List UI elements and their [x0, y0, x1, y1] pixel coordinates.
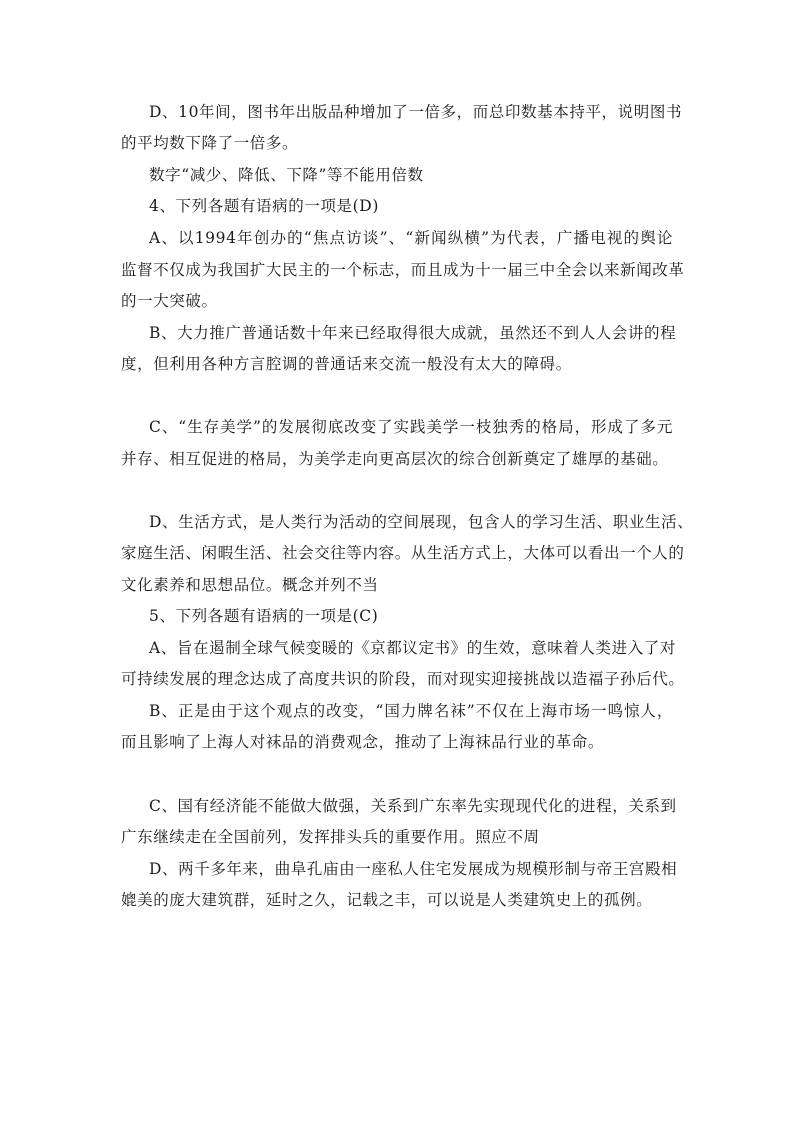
- question-5-heading: 5、下列各题有语病的一项是(C): [149, 607, 379, 625]
- text-line-option-d-q3-cont: 的平均数下降了一倍多。: [121, 134, 299, 152]
- text-line-option-d-q5-cont: 媲美的庞大建筑群，延时之久，记载之丰，可以说是人类建筑史上的孤例。: [121, 891, 653, 909]
- text-line-option-a-q4-cont-1: 监督不仅成为我国扩大民主的一个标志，而且成为十一届三中全会以来新闻改革: [121, 261, 685, 279]
- text-line-option-a-q5-cont: 可持续发展的理念达成了高度共识的阶段，而对现实迎接挑战以造福子孙后代。: [121, 670, 685, 688]
- text-line-option-a-q5: A、旨在遏制全球气候变暖的《京都议定书》的生效，意味着人类进入了对: [149, 639, 676, 657]
- text-line-option-b-q4: B、大力推广普通话数十年来已经取得很大成就，虽然还不到人人会讲的程: [149, 324, 677, 342]
- text-line-option-b-q5-cont: 而且影响了上海人对袜品的消费观念，推动了上海袜品行业的革命。: [121, 733, 605, 751]
- text-line-option-d-q4-cont-1: 家庭生活、闲暇生活、社会交往等内容。从生活方式上，大体可以看出一个人的: [121, 544, 685, 562]
- text-line-option-c-q4: C、“生存美学”的发展彻底改变了实践美学一枝独秀的格局，形成了多元: [149, 418, 673, 436]
- text-line-option-a-q4-cont-2: 的一大突破。: [121, 292, 218, 310]
- text-line-option-c-q5: C、国有经济能不能做大做强，关系到广东率先实现现代化的进程，关系到: [149, 797, 677, 815]
- text-line-option-b-q5: B、正是由于这个观点的改变，“国力牌名袜”不仅在上海市场一鸣惊人，: [149, 702, 673, 720]
- text-line-option-a-q4: A、以1994年创办的“焦点访谈”、“新闻纵横”为代表，广播电视的舆论: [149, 229, 673, 247]
- text-line-option-c-q5-cont: 广东继续走在全国前列，发挥排头兵的重要作用。照应不周: [121, 828, 540, 846]
- text-line-option-d-q3: D、10年间，图书年出版品种增加了一倍多，而总印数基本持平，说明图书: [149, 103, 683, 121]
- text-line-option-d-q4-cont-2: 文化素养和思想品位。概念并列不当: [121, 576, 379, 594]
- text-line-option-d-q4: D、生活方式，是人类行为活动的空间展现，包含人的学习生活、职业生活、: [149, 513, 694, 531]
- text-line-option-d-q5: D、两千多年来，曲阜孔庙由一座私人住宅发展成为规模形制与帝王宫殿相: [149, 860, 678, 878]
- text-line-note-q3: 数字“减少、降低、下降”等不能用倍数: [149, 166, 424, 184]
- text-line-option-b-q4-cont: 度，但利用各种方言腔调的普通话来交流一般没有太大的障碍。: [121, 355, 572, 373]
- text-line-option-c-q4-cont: 并存、相互促进的格局，为美学走向更高层次的综合创新奠定了雄厚的基础。: [121, 450, 669, 468]
- question-4-heading: 4、下列各题有语病的一项是(D): [149, 197, 379, 215]
